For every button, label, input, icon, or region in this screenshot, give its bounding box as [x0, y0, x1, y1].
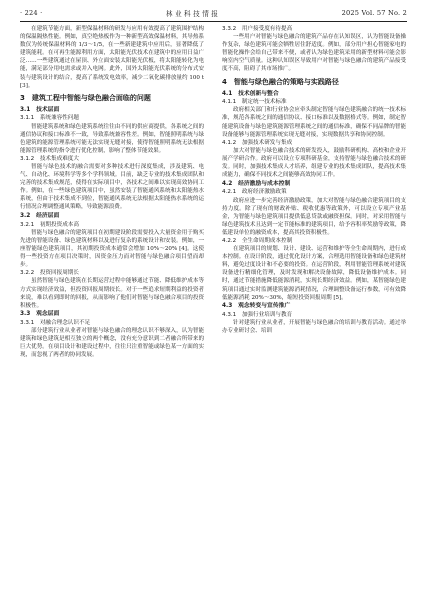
paragraph: 政府应进一步完善经济激励政策，加大对智能与绿色融合建筑项目的支持力度。除了现有的财政补贴、税收优惠等政策外，可以设立专项产业基金，为智能与绿色建筑项目提供低息贷款或融资担保。同时，对采用智能与绿色建筑技术且达到一定节能标准的建筑项目，给予容积率奖励等政策，降低建设单位的融资成本，提高其投资积极性。 [222, 197, 406, 236]
paragraph: 智能与绿色技术的融合需要对多种技术进行深度集成，涉及建筑、电气、自动化、环境科学等多个学科领域。目前，缺乏专业的技术集成团队和完善的技术集成规范，使得在实际项目中，各技术之间难以实现高效协同工作。例如，在一些绿色建筑项目中，虽然安装了智能通风系统和太阳能热水系统，但由于技术集成不到位，智能通风系统无法根据太阳能热水系统的运行情况合理调整通风策略，导致能源浪费。 [20, 164, 204, 211]
header-rule [20, 21, 407, 22]
paragraph: 政府相关部门和行业协会应牵头制定智能与绿色建筑融合的统一技术标准，规范各系统之间的通信协议、接口标准以及数据格式等。例如，制定智能建筑设备与绿色建筑能源管理系统之间的通信标准，确保不同品牌的智能设备能够与能源管理系统实现无缝对接，实现数据共享和协同控制。 [222, 107, 406, 138]
paragraph: 加大对智能与绿色融合技术的研发投入，鼓励科研机构、高校和企业开展产学研合作。政府可以设立专项科研基金，支持智能与绿色融合技术的研发。同时，加强技术集成人才培养，组建专业的技术集成团队，提高技术集成能力，确保不同技术之间能够高效协同工作。 [222, 147, 406, 179]
subsubsection-heading: 4.1.2 加强技术研发与集成 [222, 139, 293, 146]
paragraph: 部分建筑行业从业者对智能与绿色融合的理念认识不够深入，认为智能建筑和绿色建筑是相互独立的两个概念，没有充分意识到二者融合所带来的巨大优势。在项目设计和建设过程中，往往只注重智能或绿色某一方面的实现，而忽视了两者的协同发展。 [20, 328, 204, 359]
right-column [222, 25, 406, 595]
paragraph: 在建筑项目的规划、设计、建设、运营和维护等全生命周期内，进行成本控制。在设计阶段，通过优化设计方案，合理选用智能设备和绿色建筑材料，避免过度设计和不必要的投资。在运营阶段，利用智能管理系统对建筑设备进行精细化管理，及时发现和解决设备故障，降低设备维护成本。同时，通过节能措施降低能源消耗，实现长期经济效益。例如，某智能绿色建筑项目通过实时监测建筑能源消耗情况，合理调整设备运行参数，可有效降低能源消耗 20%～30%，缩短投资回报周期 [5]。 [222, 246, 406, 301]
subsubsection-heading: 4.3.1 加强行业培训与教育 [222, 311, 293, 318]
subsubsection-heading: 3.2.2 投资回报周期长 [20, 270, 79, 277]
page-number: · 224 · [20, 9, 43, 17]
subsubsection-heading: 4.2.2 全生命周期成本控制 [222, 237, 293, 244]
paragraph: 智能建筑系统和绿色建筑系统往往由不同的供应商提供，各系统之间的通信协议和接口标准不一致，导致系统兼容性差。例如，智能照明系统与绿色建筑的能源管理系统可能无法实现无缝对接，使得智能照明系统无法根据能源管理系统的指令进行优化控制，影响了整体节能效果。 [20, 123, 204, 154]
subsubsection-heading: 3.2.1 初期投资成本高 [20, 221, 79, 228]
journal-name: 林 业 科 技 情 报 [165, 10, 219, 18]
section-heading: 4 智能与绿色融合的策略与实践路径 [222, 77, 339, 86]
subsection-heading: 4.2 经济激励与成本控制 [222, 180, 291, 187]
subsection-heading: 3.1 技术层面 [20, 106, 60, 113]
subsection-heading: 3.2 经济层面 [20, 213, 60, 220]
paragraph: 一些用户对智能与绿色融合的建筑产品存在认知误区，认为智能设备操作复杂，绿色建筑可能会牺牲居住舒适度。例如，部分用户担心智能家电的智能化操作会给自己带来不便，或者认为绿色建筑采用的新型材料可能会影响室内空气质量。这种认知误区导致用户对智能与绿色融合的建筑产品接受度不高，阻碍了其市场推广。 [222, 34, 406, 73]
paragraph: 智能与绿色融合的建筑项目在初期建设阶段需要投入大量资金用于购买先进的智能设备、绿色建筑材料以及进行复杂的系统设计和安装。例如，一座智能绿色建筑项目，其初期投资成本通常会增加 10%～20% [4]。这使得一些投资方在项目决策时，因资金压力而对智能与绿色融合项目望而却步。 [20, 229, 204, 269]
page-header [20, 7, 407, 19]
paragraph: 在建筑节能方面，新型保温材料的研发与应用有效提高了建筑围护结构的保温隔热性能。例如，真空绝热板作为一种新型高效保温材料，其导热系数仅为传统保温材料的 1/3～1/5，在一些新建建筑中应用后，显著降低了建筑能耗。在可再生能源利用方面，太阳能光伏技术在建筑中的应用日益广泛……一些建筑通过在屋顶、外立面安装太阳能光伏板，将太阳能转化为电能，满足部分用电需求或并入电网。此外，国外太阳能光伏系统的分布式安装与建筑设计的结合，提高了系统发电效率，减少二氧化碳排放量约 100 t [3]。 [20, 26, 204, 89]
section-heading: 3 建筑工程中智能与绿色融合面临的问题 [20, 93, 151, 102]
subsubsection-heading: 3.1.2 技术集成难度大 [20, 155, 79, 162]
paragraph: 针对建筑行业从业者，开展智能与绿色融合的培训与教育活动。通过举办专业研讨会、培训 [222, 320, 406, 335]
subsubsection-heading: 3.1.1 系统兼容性问题 [20, 115, 79, 122]
subsubsection-heading: 4.1.1 制定统一技术标准 [222, 99, 287, 106]
issue-info: 2025 Vol. 57 No. 2 [341, 9, 407, 17]
subsubsection-heading: 4.2.1 政府经济激励政策 [222, 189, 287, 196]
subsection-heading: 4.3 观念转变与宣传推广 [222, 303, 291, 310]
paragraph: 虽然智能与绿色建筑在长期运营过程中能够通过节能、降低维护成本等方式实现经济效益，但投资回报周期较长。对于一些追求短期利益的投资者来说，难以看到即时的回报，从而影响了他们对智能与绿色融合项目的投资积极性。 [20, 278, 204, 309]
left-column [20, 25, 204, 595]
subsection-heading: 4.1 技术创新与整合 [222, 90, 279, 97]
subsubsection-heading: 3.3.2 用户接受度有待提高 [222, 26, 293, 32]
subsubsection-heading: 3.3.1 对融合理念认识不足 [20, 320, 91, 327]
subsection-heading: 3.3 观念层面 [20, 311, 60, 318]
